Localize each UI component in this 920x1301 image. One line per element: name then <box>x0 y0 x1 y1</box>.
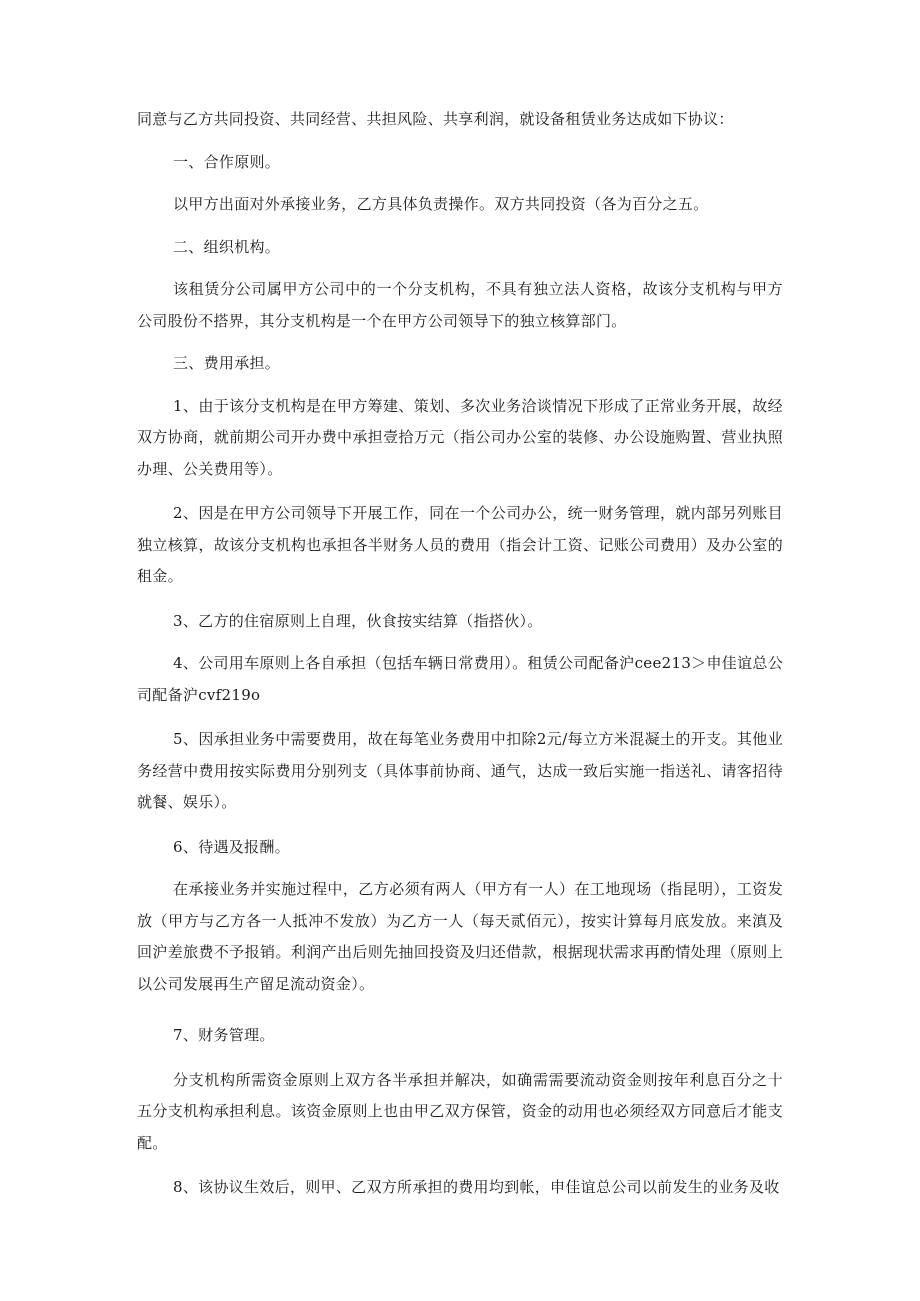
section-heading-finance: 7、财务管理。 <box>173 1026 275 1044</box>
section-heading-organization: 二、组织机构。 <box>173 237 281 256</box>
clause-8-text: 8、该协议生效后，则甲、乙双方所承担的费用均到帐，申佳谊总公司以前发生的业务及收 <box>173 1178 780 1196</box>
section-heading-costs: 三、费用承担。 <box>173 354 281 372</box>
cooperation-principle-text: 以甲方出面对外承接业务，乙方具体负责操作。双方共同投资（各为百分之五。 <box>173 195 709 213</box>
organization-text: 该租赁分公司属甲方公司中的一个分支机构，不具有独立法人资格，故该分支机构与甲方公司股份不搭界，其分支机构是一个在甲方公司领导下的独立核算部门。 <box>137 280 783 330</box>
agreement-intro: 同意与乙方共同投资、共同经营、共担风险、共享利润，就设备租赁业务达成如下协议： <box>137 110 734 128</box>
cost-item-2: 2、因是在甲方公司领导下开展工作，同在一个公司办公，统一财务管理，就内部另列账目独立核算，故该分支机构也承担各半财务人员的费用（指会计工资、记账公司费用）及办公室的租金。 <box>137 504 783 585</box>
cost-item-3: 3、乙方的住宿原则上自理，伙食按实结算（指搭伙）。 <box>173 611 543 630</box>
finance-text: 分支机构所需资金原则上双方各半承担并解决，如确需需要流动资金则按年利息百分之十五分支机构承担利息。该资金原则上也由甲乙双方保管，资金的动用也必须经双方同意后才能支配。 <box>137 1070 783 1152</box>
compensation-text: 在承接业务并实施过程中，乙方必须有两人（甲方有一人）在工地现场（指昆明），工资发放（甲方与乙方各一人抵冲不发放）为乙方一人（每天贰佰元），按实计算每月底发放。来滇及回沪差旅费不予报销。利润产出后则先抽回投资及归还借款，根据现状需求再酌情处理（原则上以公司发展再生产留足流动资金）。 <box>137 880 783 993</box>
cost-item-5: 5、因承担业务中需要费用，故在每笔业务费用中扣除2元/每立方米混凝土的开支。其他业务经营中费用按实际费用分别列支（具体事前协商、通气，达成一致后实施一指送礼、请客招待就餐、娱乐）。 <box>137 730 783 811</box>
section-heading-cooperation: 一、合作原则。 <box>173 152 281 171</box>
cost-item-4: 4、公司用车原则上各自承担（包括车辆日常费用）。租赁公司配备沪cee213＞申佳谊总公司配备沪cvf219o <box>137 654 783 704</box>
section-heading-compensation: 6、待遇及报酬。 <box>173 837 290 856</box>
cost-item-1: 1、由于该分支机构是在甲方筹建、策划、多次业务洽谈情况下形成了正常业务开展，故经双方协商，就前期公司开办费中承担壹拾万元（指公司办公室的装修、办公设施购置、营业执照办理、公关费用等）。 <box>137 396 783 478</box>
